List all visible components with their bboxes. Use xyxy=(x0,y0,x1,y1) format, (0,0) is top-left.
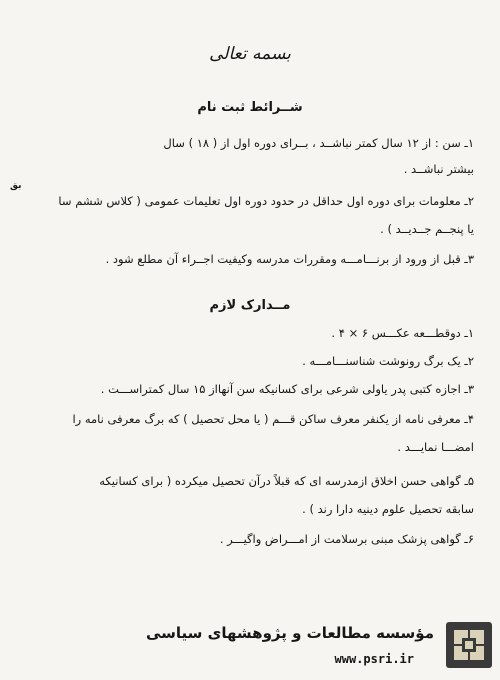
institute-name: مؤسسه مطالعات و پژوهشهای سیاسی xyxy=(145,624,434,642)
footer-watermark xyxy=(0,618,500,680)
psri-logo-icon xyxy=(446,622,492,668)
condition-line-2: ۲ـ معلومات برای دوره اول حداقل در حدود دوره اول تعلیمات عمومی ( کلاس ششم سا xyxy=(58,194,474,208)
website-url[interactable]: www.psri.ir xyxy=(334,652,414,666)
document-item-4: ۴ـ معرفی نامه از یکنفر معرف ساکن قـــم ( یا محل تحصیل ) که برگ معرفی نامه را xyxy=(72,412,474,426)
document-item-2: ۲ـ یک برگ رونوشت شناسنـــامـــه . xyxy=(302,354,474,368)
section-title-required-documents: مــدارک لازم xyxy=(209,298,291,313)
section-title-registration-conditions: شــرائط ثبت نام xyxy=(197,100,303,115)
document-item-5-continued: سابقه تحصیل علوم دینیه دارا رند ) . xyxy=(302,502,474,516)
document-item-5: ۵ـ گواهی حسن اخلاق ازمدرسه ای که قبلاً درآن تحصیل میکرده ( برای کسانیکه xyxy=(99,474,474,488)
document-item-6: ۶ـ گواهی پزشک مبنی برسلامت از امـــراض واگیـــر . xyxy=(219,532,474,546)
condition-line-2-continued: یا پنجــم جــدیــد ) . xyxy=(380,222,474,236)
bismillah-header: بسمه تعالی xyxy=(209,44,291,64)
document-item-4-continued: امضـــا نمایـــد . xyxy=(397,440,474,454)
condition-line-1: ۱ـ سن : از ۱۲ سال کمتر نباشــد ، بــرای دوره اول از ( ۱۸ ) سال xyxy=(163,136,474,150)
condition-line-3: ۳ـ قبل از ورود از برنـــامـــه ومقررات مدرسه وکیفیت اجــراء آن مطلع شود . xyxy=(105,252,474,266)
document-item-3: ۳ـ اجازه کتبی پدر یاولی شرعی برای کسانیکه سن آنهااز ۱۵ سال کمتراســـت . xyxy=(100,382,474,396)
condition-line-1-continued: بیشتر نباشــد . xyxy=(403,162,474,176)
document-item-1: ۱ـ دوقطـــعه عکـــس ۶ × ۴ . xyxy=(331,326,474,340)
margin-note: بق xyxy=(10,181,22,191)
